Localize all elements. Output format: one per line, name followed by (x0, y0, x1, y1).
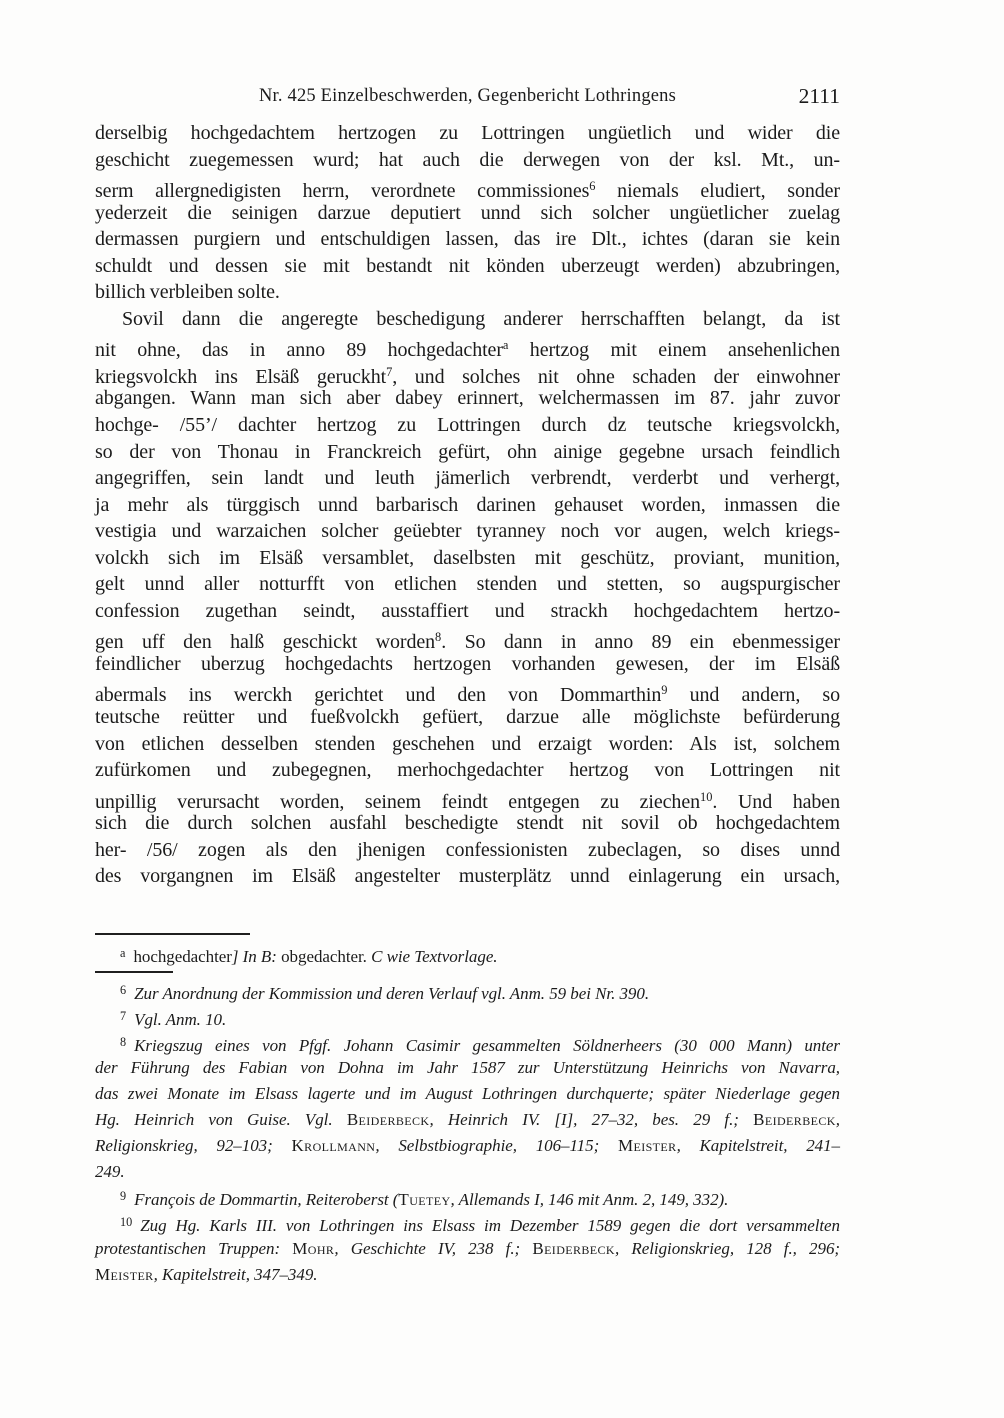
body-line (95, 704, 840, 731)
text-segment: , und solches nit ohne schaden der einwohner (392, 365, 840, 388)
text-segment: hochgedachter (133, 947, 232, 967)
text-segment: sich die durch solchen ausfahl beschedigte stendt nit sovil ob hochgedachtem (95, 812, 840, 835)
text-segment: hochge- /55’/ dachter hertzog zu Lottringen durch dz teutsche kriegsvolckh, (95, 414, 840, 437)
text-segment: Tuetey (398, 1190, 451, 1210)
footnote-line (95, 1184, 840, 1210)
footnote-line (95, 1133, 840, 1159)
body-line (95, 492, 840, 519)
text-segment: das zwei Monate im Elsass lagerte und im August Lothringen durchquerte; später Niederlage gegen (95, 1084, 840, 1104)
text-segment: . Und haben (712, 790, 840, 813)
text-segment: ja mehr als türggisch unnd barbarisch darinen gehauset worden, inmassen die (95, 493, 840, 516)
footnote-line (95, 1081, 840, 1107)
text-segment: , Geschichte IV, 238 f.; (334, 1238, 533, 1258)
footnote-line (95, 1236, 840, 1262)
body-line (95, 731, 840, 758)
text-segment: , Kapitelstreit, 347–349. (153, 1264, 318, 1284)
text-segment: so der von Thonau in Franckreich gefürt, ohn ainige gegebne ursach feindlich (95, 440, 840, 463)
text-segment: obgedachter. (281, 947, 372, 967)
text-segment: , Kapitelstreit, 241– (676, 1135, 841, 1155)
footnote-marker: 10 (120, 1215, 133, 1230)
body-line (95, 332, 841, 362)
text-segment: von etlichen desselben stenden geschehen und erzaigt worden: Als ist, solchem (95, 732, 840, 755)
text-segment: Krollmann (291, 1135, 376, 1155)
text-segment: confession zugethan seindt, ausstaffiert und strackh hochgedachtem hertzo- (95, 599, 840, 622)
body-line (95, 677, 840, 707)
text-segment: geschicht zuegemessen wurd; hat auch die derwegen von der ksl. Mt., un- (95, 148, 840, 171)
text-segment: dermassen purgiern und entschuldigen lassen, das ire Dlt., ichtes (daran sie kein (95, 228, 840, 251)
footnote-line (95, 1262, 840, 1288)
text-segment: und andern, so (667, 684, 840, 707)
text-segment: schuldt und dessen sie mit bestandt nit könden uberzeugt werden) abzubringen, (95, 254, 840, 277)
footnote-marker: 8 (435, 630, 442, 645)
footnote-marker: 7 (386, 364, 393, 379)
text-segment: hertzog mit einem ansehenlichen (508, 339, 841, 362)
footnote-marker: a (502, 338, 509, 353)
text-segment: angegriffen, sein landt und leuth jämerlich verbrendt, verderbt und verhergt, (95, 467, 840, 490)
footnote-line (95, 1030, 840, 1056)
text-segment: der Führung des Fabian von Dohna im Jahr 1587 zur Unterstützung Heinrichs von Navarra, (95, 1058, 840, 1078)
text-segment: des vorgangnen im Elsäß angestelter musterplätz unnd einlagerung ein ursach, (95, 865, 840, 888)
footnote-marker: 9 (661, 683, 668, 698)
text-segment: Meister (617, 1135, 677, 1155)
apparatus-rule (95, 933, 250, 935)
text-segment: ] In B: (231, 947, 282, 967)
body-line (95, 757, 840, 784)
body-line (95, 147, 840, 174)
text-segment: , Selbstbiographie, 106–115; (375, 1135, 618, 1155)
footnote-line (95, 1159, 840, 1185)
body-line (95, 863, 840, 890)
text-segment: François de Dommartin, Reiteroberst ( (134, 1190, 399, 1210)
page-number: 2111 (798, 84, 840, 108)
footnotes-block (95, 978, 840, 1288)
footnote-marker: 10 (700, 789, 713, 804)
footnote-line (95, 1055, 840, 1081)
body-line (95, 651, 840, 678)
text-segment: nit ohne, das in anno 89 hochgedachter (95, 339, 503, 362)
text-segment: protestantischen Truppen: (95, 1238, 293, 1258)
text-segment: Sovil dann die angeregte beschedigung anderer herrschafften belangt, da ist (122, 307, 840, 330)
text-segment: serm allergnedigisten herrn, verordnete commissiones (95, 179, 590, 202)
text-segment: Zur Anordnung der Kommission und deren Verlauf vgl. Anm. 59 bei Nr. 390. (134, 984, 650, 1004)
text-segment: feindlicher uberzug hochgedachts hertzogen vorhanden gewesen, der im Elsäß (95, 652, 840, 675)
body-line (95, 571, 840, 598)
text-segment: gelt unnd aller notturfft von etlichen stenden und stetten, so augspurgischer (95, 573, 840, 596)
text-segment: niemals eludiert, sonder (595, 179, 840, 202)
text-segment: unpillig verursacht worden, seinem feindt entgegen zu ziechen (95, 790, 701, 813)
text-segment: yederzeit die seinigen darzue deputiert unnd sich solcher ungüetlicher zuelag (95, 201, 840, 224)
body-line (95, 545, 840, 572)
footnote-line (95, 978, 840, 1004)
text-segment: , Heinrich IV. [I], 27–32, bes. 29 f.; (429, 1109, 754, 1129)
text-segment: Beiderbeck (346, 1109, 430, 1129)
body-line (95, 465, 840, 492)
text-segment: . So dann in anno 89 ein ebenmessiger (441, 631, 840, 654)
text-segment: kriegsvolckh ins Elsäß geruckht (95, 365, 387, 388)
text-segment: vestigia und warzaichen solcher geüebter tyranney noch vor augen, welch kriegs- (95, 520, 840, 543)
text-segment: Beiderbeck (532, 1238, 615, 1258)
page-header (95, 82, 840, 109)
text-segment: billich verbleiben solte. (95, 281, 280, 304)
text-segment: abgangen. Wann man sich aber dabey erinnert, welchermassen im 87. jahr zuvor (95, 387, 840, 410)
body-line (95, 200, 840, 227)
apparatus-line (95, 941, 840, 966)
text-segment: Beiderbeck (753, 1109, 836, 1129)
body-line (95, 306, 840, 333)
text-segment: , (835, 1109, 840, 1129)
footnote-marker: 6 (589, 179, 596, 194)
body-line (95, 359, 840, 386)
body-line (95, 173, 840, 200)
body-line (95, 120, 840, 147)
text-segment: her- /56/ zogen als den jhenigen confessionisten zubeclagen, so dises unnd (95, 838, 840, 861)
text-segment: Religionskrieg, 92–103; (95, 1135, 292, 1155)
text-segment: volckh sich im Elsäß versamblet, daselbsten mit geschütz, proviant, munition, (95, 546, 840, 569)
body-line (95, 412, 840, 439)
apparatus-note (95, 941, 840, 966)
footnote-line (95, 1107, 840, 1133)
footnote-marker: 7 (120, 1008, 127, 1023)
footnote-marker: 8 (120, 1034, 127, 1049)
body-line (95, 784, 840, 811)
body-line (95, 439, 840, 466)
footnote-marker: 6 (120, 983, 127, 997)
text-segment: , Religionskrieg, 128 f., 296; (615, 1238, 841, 1258)
body-line (95, 810, 840, 837)
body-line (95, 837, 840, 864)
text-segment: zufürkomen und zubegegnen, merhochgedachter hertzog von Lottringen nit (95, 759, 840, 782)
text-segment: 249. (95, 1161, 125, 1181)
footnote-marker: a (120, 946, 126, 960)
body-line (95, 624, 840, 654)
text-segment: gen uff den halß geschickt worden (95, 631, 436, 654)
body-line (95, 279, 840, 306)
text-segment: abermals ins werckh gerichtet und den von Dommarthin (95, 684, 662, 707)
body-line (95, 385, 840, 412)
running-head: Nr. 425 Einzelbeschwerden, Gegenbericht Lothringens (258, 86, 677, 106)
text-segment: Zug Hg. Karls III. von Lothringen ins Elsass im Dezember 1589 gegen die dort versammelten (140, 1216, 840, 1236)
text-segment: teutsche reütter und fueßvolckh gefüert, darzue alle möglichste befürderung (95, 706, 840, 729)
body-text (95, 120, 840, 890)
text-segment: Vgl. Anm. 10. (134, 1009, 227, 1029)
footnote-line (95, 1210, 840, 1236)
footnote-separator-rule (95, 971, 173, 973)
text-segment: Meister (95, 1264, 154, 1284)
text-segment: C wie Textvorlage. (371, 947, 498, 967)
text-segment: Kriegszug eines von Pfgf. Johann Casimir gesammelten Söldnerheers (30 000 Mann) unter (134, 1035, 840, 1055)
text-segment: Hg. Heinrich von Guise. Vgl. (95, 1109, 347, 1129)
text-segment: , Allemands I, 146 mit Anm. 2, 149, 332). (450, 1190, 729, 1210)
body-line (95, 253, 840, 280)
body-line (95, 226, 840, 253)
text-segment: Mohr (292, 1238, 335, 1258)
body-line (95, 598, 840, 625)
footnote-line (95, 1004, 840, 1030)
text-segment: derselbig hochgedachtem hertzogen zu Lottringen ungüetlich und wider die (95, 122, 840, 144)
body-line (95, 518, 840, 545)
footnote-marker: 9 (120, 1189, 127, 1204)
